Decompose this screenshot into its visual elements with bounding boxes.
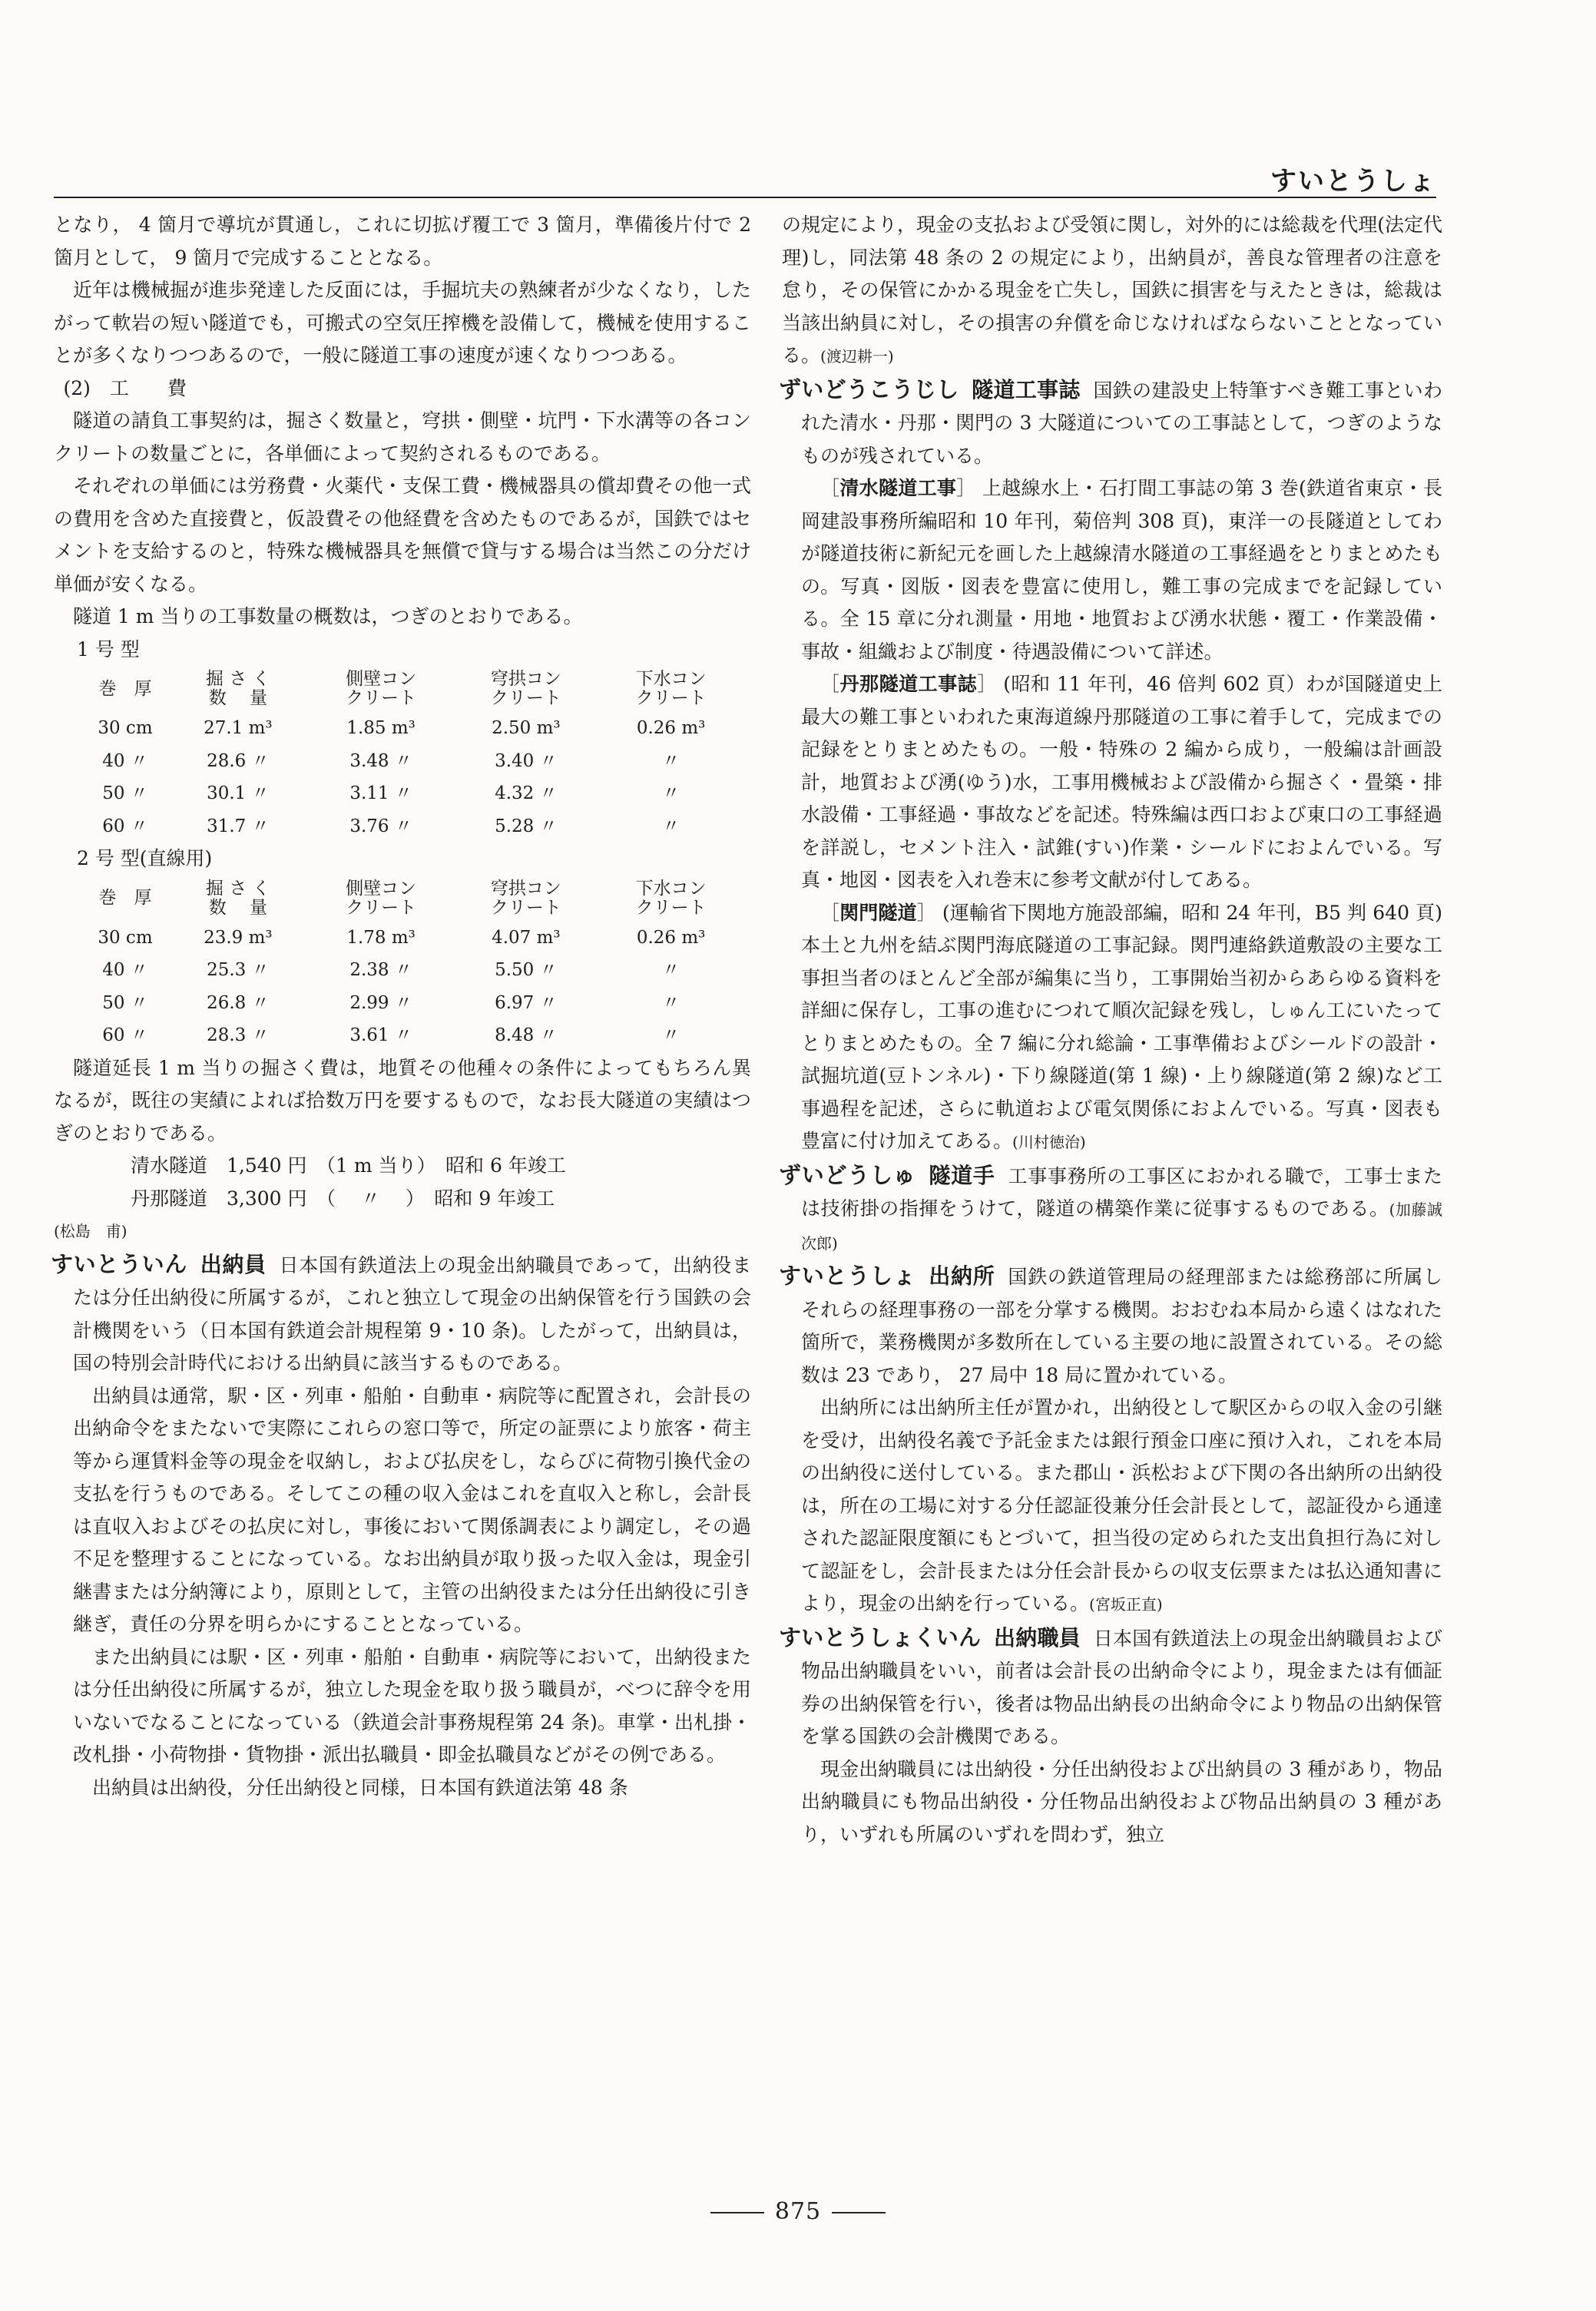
table-body	[83, 712, 743, 843]
table-cell: 50 〃	[102, 992, 148, 1013]
paragraph: 現金出納職員には出納役・分任出納役および出納員の 3 種があり，物品出納職員にも物品出納役・分任物品出納役および物品出納員の 3 種があり，いずれも所属のいずれを問わず，独立	[801, 1757, 1442, 1846]
table-cell: 2.38 〃	[349, 960, 412, 980]
table-cell: 60 〃	[102, 816, 148, 836]
table-cell: 4.32 〃	[495, 783, 558, 803]
table-row	[83, 745, 743, 778]
table-row	[83, 922, 743, 955]
sub-entry-title: 関門隧道	[839, 901, 917, 924]
entry-headword: ずいどうしゅ	[779, 1161, 916, 1188]
author-signature: (加藤誠次郎)	[801, 1200, 1442, 1253]
table-cell: 3.48 〃	[349, 750, 412, 771]
header-cell: 下水コン クリート	[635, 669, 707, 708]
table-cell: 40 〃	[102, 960, 148, 980]
table-cell: 28.6 〃	[207, 750, 270, 771]
entry-term: 出納職員	[994, 1624, 1081, 1650]
table-cell: 28.3 〃	[207, 1025, 270, 1045]
paragraph: 隧道の請負工事契約は，掘さく数量と，穹拱・側壁・坑門・下水溝等の各コンクリートの数量ごとに，各単価によって契約されるものである。	[54, 409, 751, 465]
table-cell: 2.50 m³	[492, 718, 561, 738]
table-row	[83, 810, 743, 843]
entry-headword: ずいどうこうじし	[779, 376, 959, 402]
entry-headword: すいとういん	[51, 1250, 187, 1277]
entry-headword: すいとうしょくいん	[779, 1624, 982, 1650]
table-cell: 31.7 〃	[207, 816, 270, 836]
table-cell: 30 cm	[98, 718, 153, 738]
table-row	[83, 712, 743, 745]
table-cell: 30 cm	[98, 927, 153, 948]
table-cell: 26.8 〃	[207, 992, 270, 1013]
dictionary-entry	[779, 1260, 1462, 1392]
sub-entry-text: 上越線水上・石打間工事誌の第 3 巻(鉄道省東京・長岡建設事務所編昭和 10 年刊，菊倍判 308 頁)，東洋一の長隧道としてわが隧道技術に新紀元を画した上越線清水隧道の工事経過をとりまとめたもの。写真・図版・図表を豊富に使用し，難工事の完成までを記録している。全 15 章に分れ測量・用地・地質および湧水状態・覆工・作業設備・事故・組織および制度・待遇設備について詳述。	[801, 477, 1442, 663]
table-cell: 4.07 m³	[492, 927, 561, 948]
table-cell: 0.26 m³	[636, 927, 706, 948]
sub-entry: ［関門隧道］ (運輸省下関地方施設部編，昭和 24 年刊，B5 判 640 頁)本土と九州を結ぶ関門海底隧道の工事記録。関門連絡鉄道敷設の主要な工事担当者のほとんど全部が編集に当り，工事開始当初からあらゆる資料を詳細に保存し，工事の進むにつれて順次記録を残し，しゅん工にいたってとりまとめたもの。全 7 編に分れ総論・工事準備およびシールドの設計・試掘坑道(豆トンネル)・下り線隧道(第 1 線)・上り線隧道(第 2 線)など工事過程を記述，さらに軌道および電気関係におよんでいる。写真・図表も豊富に付け加えてある。(川村徳治)	[801, 901, 1442, 1152]
entry-text: 日本国有鉄道法上の現金出納職員および物品出納職員をいい，前者は会計長の出納命令により，現金または有価証券の出納保管を行い，後者は物品出納長の出納命令により物品の出納保管を掌る国鉄の会計機関である。	[801, 1627, 1442, 1747]
sub-entry-title: 清水隧道工事	[839, 477, 957, 499]
entry-term: 隧道手	[929, 1162, 995, 1188]
record-line: 丹那隧道 3,300 円 （ 〃 ） 昭和 9 年竣工	[131, 1187, 555, 1210]
header-cell: 巻 厚	[98, 888, 152, 908]
header-cell: 掘 さ く 数 量	[206, 669, 270, 708]
table-cell: 27.1 m³	[204, 718, 273, 738]
table-cell: 6.97 〃	[495, 992, 558, 1013]
entry-headword: すいとうしょ	[779, 1263, 916, 1289]
table-row	[83, 954, 743, 987]
table-cell: 3.61 〃	[349, 1025, 412, 1045]
table-cell: 40 〃	[102, 750, 148, 771]
paragraph	[782, 1392, 1442, 1621]
paragraph: 近年は機械掘が進歩発達した反面には，手掘坑夫の熟練者が少なくなり，したがって軟岩の短い隧道でも，可搬式の空気圧搾機を設備して，機械を使用することが多くなりつつあるので，一般に隧道工事の速度が速くなりつつある。	[54, 279, 751, 366]
paragraph: また出納員には駅・区・列車・船舶・自動車・病院等において，出納役または分任出納役に所属するが，独立した現金を取り扱う職員が，べつに辞令を用いないでなることになっている（鉄道会計事務規程第 24 条)。車掌・出札掛・改札掛・小荷物掛・貨物掛・派出払職員・即金払職員などがその例である。	[73, 1645, 751, 1766]
table-cell: 〃	[662, 1025, 680, 1045]
entry-text: 日本国有鉄道法上の現金出納職員であって，出納役または分任出納役に所属するが，これと独立して現金の出納保管を行う国鉄の会計機関をいう（日本国有鉄道会計規程第 9・10 条)。したがって，出納員は，国の特別会計時代における出納員に該当するものである。	[73, 1253, 751, 1374]
table-label: 2 号 型(直線用)	[77, 847, 213, 869]
author-signature: (宮坂正直)	[1089, 1595, 1163, 1614]
header-rule	[54, 197, 1436, 198]
entry-text: 国鉄の鉄道管理局の経理部または総務部に所属し それらの経理事務の一部を分掌する機関。おおむね本局から遠くはなれた箇所で，業務機関が多数所在している主要の地に設置されている。その総数は 23 であり， 27 局中 18 局に置かれている。	[801, 1266, 1462, 1386]
author-signature: (松島 甫)	[54, 1222, 127, 1240]
table-cell: 3.76 〃	[349, 816, 412, 836]
record-line: 清水隧道 1,540 円 （1 m 当り） 昭和 6 年竣工	[131, 1154, 566, 1177]
quantity-table-type2	[83, 876, 743, 1052]
table-cell: 25.3 〃	[207, 960, 270, 980]
author-signature: (渡辺耕一)	[820, 347, 894, 366]
entry-text: 国鉄の建設史上特筆すべき難工事といわれた清水・丹那・関門の 3 大隧道についての工事誌として，つぎのようなものが残されている。	[801, 379, 1442, 467]
table-row	[83, 987, 743, 1020]
table-row	[83, 1019, 743, 1052]
header-cell: 掘 さ く 数 量	[206, 878, 270, 918]
footer-rule	[832, 2212, 886, 2213]
page-number: 875	[774, 2198, 822, 2225]
paragraph: 隧道延長 1 m 当りの掘さく費は，地質その他種々の条件によってもちろん異なるが，既往の実績によれば拾数万円を要するもので，なお長大隧道の実績はつぎのとおりである。	[54, 1056, 751, 1144]
table-cell: 〃	[662, 750, 680, 771]
quantity-table-type1	[83, 666, 743, 843]
table-cell: 3.11 〃	[349, 783, 412, 803]
author-signature: (川村徳治)	[1012, 1133, 1086, 1151]
header-cell: 側壁コン クリート	[346, 669, 417, 708]
dictionary-entry	[779, 1159, 1442, 1260]
table-cell: 0.26 m³	[636, 718, 706, 738]
table-cell: 5.50 〃	[495, 960, 558, 980]
table-cell: 30.1 〃	[207, 783, 270, 803]
entry-term: 出納員	[200, 1251, 267, 1277]
dictionary-entry	[779, 373, 1442, 473]
paragraph	[782, 209, 1442, 373]
dictionary-entry	[779, 1621, 1442, 1753]
entry-text: 工事事務所の工事区におかれる職で，工事士または技術掛の指揮をうけて，隧道の構築作業に従事するものである。	[801, 1164, 1442, 1220]
entry-term: 隧道工事誌	[972, 376, 1081, 402]
table-cell: 5.28 〃	[495, 816, 558, 836]
header-cell: 巻 厚	[98, 678, 152, 699]
page-header	[54, 154, 1436, 200]
table-header-row	[83, 876, 743, 922]
sub-entry-title: 丹那隧道工事誌	[839, 673, 978, 695]
paragraph: それぞれの単価には労務費・火薬代・支保工費・機械器具の償却費その他一式の費用を含めた直接費と，仮設費その他経費を含めたものであるが，国鉄ではセメントを支給するのと，特殊な機械器具を無償で貸与する場合は当然この分だけ単価が安くなる。	[54, 475, 751, 595]
table-cell: 2.99 〃	[349, 992, 412, 1013]
header-cell: 穹拱コン クリート	[490, 669, 561, 708]
paragraph: 出納員は通常，駅・区・列車・船舶・自動車・病院等に配置され，会計長の出納命令をまたないで実際にこれらの窓口等で，所定の証票により旅客・荷主等から運賃料金等の現金を収納し，および払戻をし，ならびに荷物引換代金の支払を行うものである。そしてこの種の収入金はこれを直収入と称し，会計長は直収入およびその払戻に対し，事後において関係調表により調定し，その過不足を整理することになっている。なお出納員が取り扱った収入金は，現金引継書または分納簿により，原則として，主管の出納役または分任出納役に引き継ぎ，責任の分界を明らかにすることとなっている。	[73, 1384, 751, 1635]
table-row	[83, 777, 743, 810]
table-body	[83, 922, 743, 1052]
dictionary-entry	[51, 1248, 751, 1380]
paragraph: となり， 4 箇月で導坑が貫通し，これに切拡げ覆工で 3 箇月，準備後片付で 2 箇月として， 9 箇月で完成することとなる。	[54, 214, 751, 269]
table-cell: 23.9 m³	[204, 927, 273, 948]
paragraph: 出納員は出納役，分任出納役と同様，日本国有鉄道法第 48 条	[92, 1776, 628, 1799]
table-cell: 〃	[662, 816, 680, 836]
entry-text: 出納所には出納所主任が置かれ，出納役として駅区からの収入金の引継を受け，出納役名義で予託金または銀行預金口座に預け入れ，これを本局の出納役に送付している。また郡山・浜松および下関の各出納所の出納役は，所在の工場に対する分任認証役兼分任会計長として，認証役から通達された認証限度額にもとづいて，担当役の定められた支出負担行為に対して認証をし，会計長または分任会計長からの収支伝票または払込通知書により，現金の出納を行っている。	[801, 1396, 1442, 1614]
table-header-row	[83, 666, 743, 712]
header-cell: 下水コン クリート	[635, 878, 707, 918]
sub-entry-text: (運輸省下関地方施設部編，昭和 24 年刊，B5 判 640 頁)本土と九州を結ぶ関門海底隧道の工事記録。関門連絡鉄道敷設の主要な工事担当者のほとんど全部が編集に当り，工事開始当初からあらゆる資料を詳細に保存し，工事の進むにつれて順次記録を残し，しゅん工にいたってとりまとめたもの。全 7 編に分れ総論・工事準備およびシールドの設計・試掘坑道(豆トンネル)・下り線隧道(第 1 線)・上り線隧道(第 2 線)など工事過程を記述，さらに軌道および電気関係におよんでいる。写真・図表も豊富に付け加えてある。	[801, 901, 1442, 1152]
header-cell: 側壁コン クリート	[346, 878, 417, 918]
right-column	[779, 209, 1462, 1851]
table-cell: 50 〃	[102, 783, 148, 803]
table-cell: 1.85 m³	[346, 718, 416, 738]
running-head: すいとうしょ	[1270, 166, 1436, 197]
table-cell: 〃	[662, 960, 680, 980]
table-cell: 〃	[662, 783, 680, 803]
table-cell: 8.48 〃	[495, 1025, 558, 1045]
left-column	[51, 209, 751, 1804]
table-cell: 1.78 m³	[346, 927, 416, 948]
footer-rule	[710, 2212, 764, 2213]
table-cell: 〃	[662, 992, 680, 1013]
section-heading: (2) 工 費	[63, 376, 187, 399]
entry-term: 出納所	[929, 1263, 995, 1289]
entry-text: の規定により，現金の支払および受領に関し，対外的には総裁を代理(法定代理)し，同法第 48 条の 2 の規定により，出納員が，善良な管理者の注意を怠り，その保管にかかる現金を亡失し，国鉄に損害を与えたときは，総裁は当該出納員に対し，その損害の弁償を命じなければならないこととなっている。	[782, 214, 1442, 366]
table-label: 1 号 型	[77, 637, 140, 661]
table-cell: 3.40 〃	[495, 750, 558, 771]
header-cell: 穹拱コン クリート	[490, 878, 561, 918]
paragraph: 隧道 1 m 当りの工事数量の概数は，つぎのとおりである。	[73, 605, 583, 627]
sub-entry: ［丹那隧道工事誌］ (昭和 11 年刊，46 倍判 602 頁）わが国隧道史上最大の難工事といわれた東海道線丹那隧道の工事に着手して，完成までの記録をとりまとめたもの。一般・特殊の 2 編から成り，一般編は計画設計，地質および湧(ゆう)水，工事用機械および設備から掘さく・畳築・排水設備・工事経過・事故などを記述。特殊編は西口および東口の工事経過を詳説し，セメント注入・試錐(すい)作業・シールドにおよんでいる。写真・地図・図表を入れ巻末に参考文献が付してある。	[801, 673, 1442, 891]
table-cell: 60 〃	[102, 1025, 148, 1045]
sub-entry: ［清水隧道工事］ 上越線水上・石打間工事誌の第 3 巻(鉄道省東京・長岡建設事務所編昭和 10 年刊，菊倍判 308 頁)，東洋一の長隧道としてわが隧道技術に新紀元を画した上越線清水隧道の工事経過をとりまとめたもの。写真・図版・図表を豊富に使用し，難工事の完成までを記録している。全 15 章に分れ測量・用地・地質および湧水状態・覆工・作業設備・事故・組織および制度・待遇設備について詳述。	[801, 477, 1442, 663]
page-footer	[0, 2198, 1596, 2225]
sub-entry-text: (昭和 11 年刊，46 倍判 602 頁）わが国隧道史上最大の難工事といわれた東海道線丹那隧道の工事に着手して，完成までの記録をとりまとめたもの。一般・特殊の 2 編から成り，一般編は計画設計，地質および湧(ゆう)水，工事用機械および設備から掘さく・畳築・排水設備・工事経過・事故などを記述。特殊編は西口および東口の工事経過を詳説し，セメント注入・試錐(すい)作業・シールドにおよんでいる。写真・地図・図表を入れ巻末に参考文献が付してある。	[801, 673, 1442, 891]
